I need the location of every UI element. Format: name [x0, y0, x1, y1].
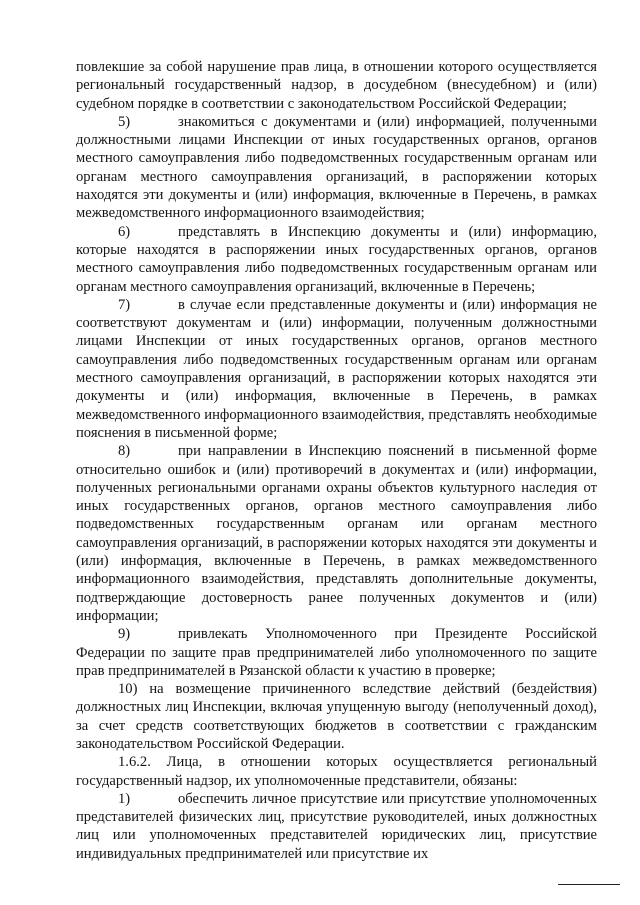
list-item-text: обеспечить личное присутствие или присутствие уполномоченных представителей физических лиц, присутствие руководителей, иных должностных лиц или уполномоченных представителей юридических лиц, присутствие индивидуальных предпринимателей или присутствие их	[76, 790, 597, 862]
signature-line	[558, 884, 620, 885]
paragraph-text: повлекшие за собой нарушение прав лица, в отношении которого осуществляется региональный государственный надзор, в досудебном (внесудебном) и (или) судебном порядке в соответствии с законодательством Российской Федерации;	[76, 59, 597, 112]
list-item-number: 5)	[118, 113, 131, 130]
list-item-number: 8)	[118, 443, 131, 460]
paragraph-continuation	[76, 58, 597, 113]
list-item-number: 9)	[118, 626, 131, 643]
section-text: 1.6.2. Лица, в отношении которых осуществляется региональный государственный надзор, их уполномоченные представители, обязаны:	[76, 754, 597, 789]
list-item-8	[76, 442, 597, 625]
list-item-9	[76, 625, 597, 680]
list-item-7	[76, 296, 597, 442]
list-item-number: 7)	[118, 296, 131, 313]
list-item-10	[76, 680, 597, 753]
list-item-5	[76, 113, 597, 223]
list-item-text: представлять в Инспекцию документы и (или) информацию, которые находятся в распоряжении иных государственных органов, органов местного самоуправления либо подведомственных государственным органам или органам местного самоуправления организаций, включенные в Перечень;	[76, 223, 597, 295]
list-item-6	[76, 223, 597, 296]
list-item-1	[76, 790, 597, 863]
document-body	[76, 58, 597, 863]
list-item-text: 10) на возмещение причиненного вследствие действий (бездействия) должностных лиц Инспекции, включая упущенную выгоду (неполученный доход), за счет средств соответствующих бюджетов в соответствии с гражданским законодательством Российской Федерации.	[76, 681, 597, 752]
list-item-number: 1)	[118, 790, 131, 807]
list-item-text: при направлении в Инспекцию пояснений в письменной форме относительно ошибок и (или) противоречий в документах и (или) информации, полученных региональными органами охраны объектов культурного наследия от иных государственных органов, органов местного самоуправления либо подведомственных государственным органам или органам местного самоуправления организаций, в распоряжении которых находятся эти документы и (или) информация, включенные в Перечень, в рамках межведомственного информационного взаимодействия, представлять дополнительные документы, подтверждающие достоверность ранее полученных документов и (или) информации;	[76, 443, 597, 624]
list-item-number: 6)	[118, 223, 131, 240]
list-item-text: знакомиться с документами и (или) информацией, полученными должностными лицами Инспекции от иных государственных органов, органов местного самоуправления либо подведомственных государственным органам или органам местного самоуправления организаций, в распоряжении которых находятся эти документы и (или) информация, включенные в Перечень, в рамках межведомственного информационного взаимодействия;	[76, 113, 597, 222]
section-1-6-2	[76, 753, 597, 790]
list-item-text: привлекать Уполномоченного при Президенте Российской Федерации по защите прав предпринимателей либо уполномоченного по защите прав предпринимателей в Рязанской области к участию в проверке;	[76, 626, 597, 679]
list-item-text: в случае если представленные документы и (или) информация не соответствуют документам и (или) информации, полученным должностными лицами Инспекции от иных государственных органов, органов местного самоуправления либо подведомственных государственным органам или органам местного самоуправления организаций, в распоряжении которых находятся эти документы и (или) информация, включенные в Перечень, в рамках межведомственного информационного взаимодействия, представлять необходимые пояснения в письменной форме;	[76, 296, 597, 441]
